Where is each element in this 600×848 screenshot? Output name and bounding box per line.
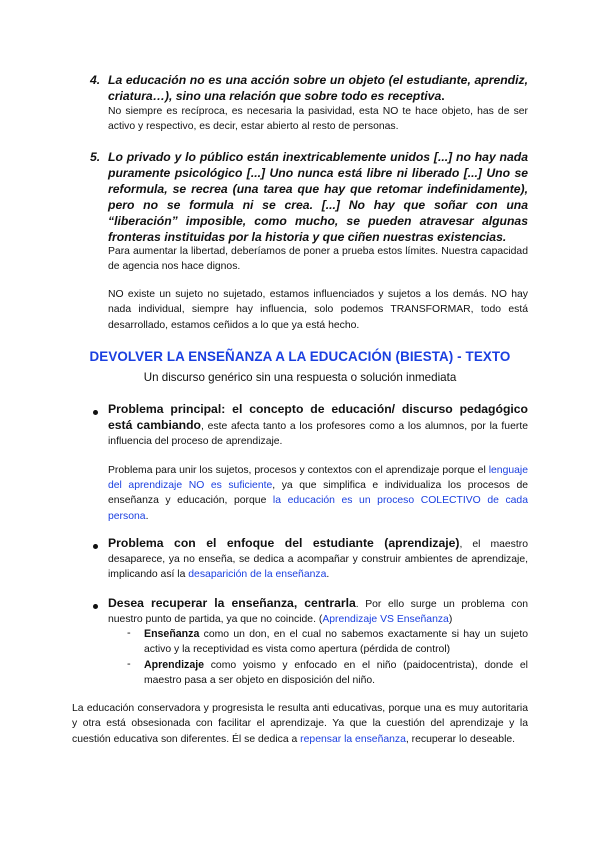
bullet-1-text: [108, 402, 528, 450]
bullet-dot-2: [93, 544, 98, 549]
bullet-1-highlight-1: lenguaje del aprendizaje NO es suficiente: [108, 465, 528, 492]
bullet-3-rest-b: ): [448, 614, 453, 626]
bullet-2-rest-a: , el maestro desaparece, ya no enseña, se dedica a acompañar y construir ambientes de aprendizaje, implicando así la: [108, 539, 528, 581]
subitem-1-term: Enseñanza: [144, 628, 200, 640]
bullet-3-rest-a: . Por ello surge un problema con nuestro punto de partida, ya que no coincide. (: [108, 599, 528, 626]
bullet-3-highlight: Aprendizaje VS Enseñanza: [322, 614, 449, 626]
item-4-body: No siempre es recíproca, es necesaria la pasividad, esta NO te hace objeto, has de ser activo y respectivo, es decir, estar abierto al resto de personas.: [108, 106, 528, 133]
bullet-1-para-c: .: [145, 510, 149, 522]
bullet-2-rest-b: .: [326, 569, 330, 581]
item-number-4: 4.: [90, 73, 101, 87]
subitem-dash-2: -: [127, 658, 131, 670]
bullet-dot-3: [93, 604, 98, 609]
bullet-2-text: [108, 536, 528, 583]
item-5-quote: Lo privado y lo público están inextricablemente unidos [...] no hay nada puramente psicológico [...] Uno nunca está libre ni liberado [...] Uno se reformula, se recrea (una tarea que hay que retomar indefinidamente), pero no se formula ni se crea. [...] No hay que soñar con una “liberación” imposible, como mucho, se pueden atravesar algunas fronteras instituidas por la historia y que ciñen nuestras existencias.: [108, 150, 528, 244]
closing-highlight: repensar la enseñanza: [300, 733, 406, 745]
item-4-quote: [108, 72, 528, 104]
subitem-dash-1: -: [127, 627, 131, 639]
bullet-1-bold: Problema principal: el concepto de educación/ discurso pedagógico está cambiando: [108, 402, 528, 433]
subitem-2-term: Aprendizaje: [144, 659, 205, 671]
closing-text-b: , recuperar lo deseable.: [405, 733, 516, 745]
item-number-5: 5.: [90, 150, 101, 164]
bullet-2-bold: Problema con el enfoque del estudiante (aprendizaje): [108, 536, 460, 550]
closing-paragraph: [72, 701, 528, 747]
bullet-1-paragraph: [108, 463, 528, 524]
bullet-3-text: [108, 596, 528, 627]
item-4-quote-text: La educación no es una acción sobre un objeto (el estudiante, aprendiz, criatura…), sino una relación que sobre todo es receptiva: [108, 73, 528, 103]
bullet-dot-1: [93, 410, 98, 415]
closing-text-a: La educación conservadora y progresista le resulta anti educativas, porque una es muy autoritaria y otra está obsesionada con facilitar el aprendizaje. Ya que la cuestión del aprendizaje y la cuestión educativa son diferentes. Él se dedica a: [72, 703, 528, 745]
bullet-1-para-a: Problema para unir los sujetos, procesos y contextos con el aprendizaje porque el: [108, 465, 489, 476]
subitem-aprendizaje: [144, 658, 528, 688]
subitem-1-text: como un don, en el cual no sabemos exactamente si hay un sujeto activo y la receptividad es vista como apertura (pérdida de control): [144, 629, 528, 656]
bullet-1-rest: , este afecta tanto a los profesores como a los alumnos, por la fuerte influencia del proceso de aprendizaje.: [108, 421, 528, 448]
section-subtitle: Un discurso genérico sin una respuesta o solución inmediata: [143, 371, 457, 384]
bullet-3-bold: Desea recuperar la enseñanza, centrarla: [108, 596, 356, 610]
bullet-1-highlight-2: la educación es un proceso COLECTIVO de cada persona: [108, 495, 528, 522]
subitem-ensenanza: [144, 627, 528, 657]
item-5-body-1: Para aumentar la libertad, deberíamos de poner a prueba estos límites. Nuestra capacidad de agencia nos hace dignos.: [108, 246, 528, 273]
item-5-body-2: NO existe un sujeto no sujetado, estamos influenciados y sujetos a los demás. NO hay nada individual, siempre hay influencia, solo podemos TRANSFORMAR, todo está desarrollado, estamos ceñidos a lo que ya está hecho.: [108, 289, 528, 331]
item-4-quote-end: .: [441, 89, 445, 103]
bullet-1-para-b: , ya que simplifica e individualiza los procesos de enseñanza y educación, porque: [108, 480, 529, 507]
bullet-2-highlight: desaparición de la enseñanza: [188, 569, 327, 581]
subitem-2-text: como yoismo y enfocado en el niño (paidocentrista), donde el maestro pasa a ser objeto en disposición del niño.: [144, 660, 528, 687]
section-title: DEVOLVER LA ENSEÑANZA A LA EDUCACIÓN (BIESTA) - TEXTO: [89, 349, 511, 364]
